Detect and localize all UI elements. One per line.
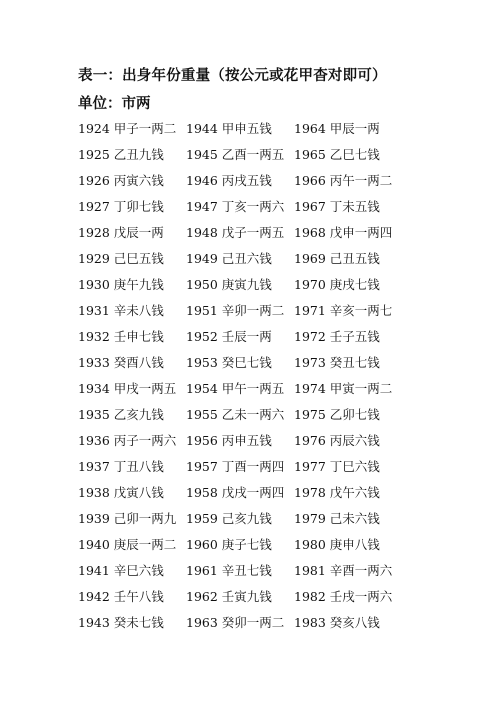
year-value: 1970	[294, 277, 326, 292]
year-value: 1936	[78, 433, 110, 448]
weight-label: 庚辰一两二	[113, 537, 177, 552]
year-value: 1943	[78, 615, 110, 630]
weight-label: 癸酉八钱	[113, 355, 164, 370]
weight-label: 丁酉一两四	[221, 459, 285, 474]
year-value: 1957	[186, 459, 218, 474]
weight-label: 丁卯七钱	[113, 199, 164, 214]
table-cell	[186, 168, 294, 194]
year-value: 1975	[294, 407, 326, 422]
table-cell	[78, 506, 186, 532]
weight-label: 辛卯一两二	[221, 303, 285, 318]
year-value: 1978	[294, 485, 326, 500]
weight-label: 己丑五钱	[329, 251, 380, 266]
weight-label: 辛丑七钱	[221, 563, 272, 578]
table-cell	[186, 116, 294, 142]
year-value: 1927	[78, 199, 110, 214]
weight-label: 壬子五钱	[329, 329, 380, 344]
year-value: 1935	[78, 407, 110, 422]
table-cell	[186, 428, 294, 454]
weight-label: 戊辰一两	[113, 225, 164, 240]
year-value: 1947	[186, 199, 218, 214]
weight-label: 癸丑七钱	[329, 355, 380, 370]
weight-label: 壬申七钱	[113, 329, 164, 344]
table-cell	[186, 558, 294, 584]
weight-label: 癸卯一两二	[221, 615, 285, 630]
weight-label: 乙亥九钱	[113, 407, 164, 422]
year-value: 1929	[78, 251, 110, 266]
table-cell	[78, 376, 186, 402]
weight-label: 丙午一两二	[329, 173, 393, 188]
year-value: 1951	[186, 303, 218, 318]
table-cell	[294, 532, 402, 558]
unit-label: 单位：市两	[78, 96, 151, 112]
year-value: 1933	[78, 355, 110, 370]
table-cell	[78, 142, 186, 168]
table-cell	[294, 480, 402, 506]
weight-label: 丙戌五钱	[221, 173, 272, 188]
table-cell	[78, 246, 186, 272]
table-cell	[186, 350, 294, 376]
table-cell	[186, 194, 294, 220]
year-value: 1941	[78, 563, 110, 578]
table-cell	[186, 480, 294, 506]
table-cell	[186, 532, 294, 558]
table-cell	[78, 584, 186, 610]
year-value: 1942	[78, 589, 110, 604]
weight-label: 壬寅九钱	[221, 589, 272, 604]
year-value: 1924	[78, 121, 110, 136]
table-cell	[78, 454, 186, 480]
weight-label: 己未六钱	[329, 511, 380, 526]
table-cell	[294, 558, 402, 584]
table-cell	[78, 194, 186, 220]
table-cell	[78, 428, 186, 454]
table-cell	[294, 142, 402, 168]
table-cell	[78, 116, 186, 142]
weight-label: 戊申一两四	[329, 225, 393, 240]
weight-label: 戊寅八钱	[113, 485, 164, 500]
weight-label: 丙申五钱	[221, 433, 272, 448]
year-value: 1977	[294, 459, 326, 474]
year-value: 1967	[294, 199, 326, 214]
weight-label: 癸巳七钱	[221, 355, 272, 370]
table-title: 表一：出身年份重量（按公元或花甲杳对即可）	[78, 68, 387, 84]
table-cell	[294, 350, 402, 376]
year-value: 1980	[294, 537, 326, 552]
year-value: 1953	[186, 355, 218, 370]
year-value: 1979	[294, 511, 326, 526]
table-cell	[186, 298, 294, 324]
year-value: 1934	[78, 381, 110, 396]
year-value: 1926	[78, 173, 110, 188]
weight-label: 癸未七钱	[113, 615, 164, 630]
weight-label: 己丑六钱	[221, 251, 272, 266]
year-value: 1973	[294, 355, 326, 370]
weight-label: 庚戌七钱	[329, 277, 380, 292]
weight-label: 丙辰六钱	[329, 433, 380, 448]
year-value: 1950	[186, 277, 218, 292]
weight-label: 己亥九钱	[221, 511, 272, 526]
table-cell	[186, 584, 294, 610]
table-cell	[294, 428, 402, 454]
year-value: 1939	[78, 511, 110, 526]
weight-label: 丁未五钱	[329, 199, 380, 214]
table-cell	[294, 324, 402, 350]
weight-label: 己卯一两九	[113, 511, 177, 526]
table-cell	[78, 610, 186, 636]
year-value: 1952	[186, 329, 218, 344]
year-value: 1940	[78, 537, 110, 552]
table-cell	[78, 220, 186, 246]
table-cell	[186, 246, 294, 272]
year-value: 1930	[78, 277, 110, 292]
year-value: 1962	[186, 589, 218, 604]
table-cell	[78, 298, 186, 324]
weight-label: 戊午六钱	[329, 485, 380, 500]
table-cell	[186, 506, 294, 532]
table-cell	[294, 454, 402, 480]
weight-label: 甲寅一两二	[329, 381, 393, 396]
weight-label: 丙寅六钱	[113, 173, 164, 188]
year-value: 1946	[186, 173, 218, 188]
year-value: 1949	[186, 251, 218, 266]
table-cell	[294, 116, 402, 142]
weight-label: 辛亥一两七	[329, 303, 393, 318]
weight-label: 戊戌一两四	[221, 485, 285, 500]
weight-label: 辛未八钱	[113, 303, 164, 318]
table-cell	[78, 350, 186, 376]
year-value: 1938	[78, 485, 110, 500]
year-value: 1948	[186, 225, 218, 240]
table-cell	[294, 168, 402, 194]
weight-label: 乙酉一两五	[221, 147, 285, 162]
weight-label: 甲子一两二	[113, 121, 177, 136]
year-value: 1954	[186, 381, 218, 396]
year-value: 1932	[78, 329, 110, 344]
weight-label: 甲辰一两	[329, 121, 380, 136]
table-cell	[294, 584, 402, 610]
year-value: 1972	[294, 329, 326, 344]
table-cell	[294, 298, 402, 324]
table-cell	[186, 142, 294, 168]
weight-label: 甲戌一两五	[113, 381, 177, 396]
year-value: 1960	[186, 537, 218, 552]
year-value: 1937	[78, 459, 110, 474]
year-value: 1956	[186, 433, 218, 448]
year-value: 1945	[186, 147, 218, 162]
weight-label: 丁亥一两六	[221, 199, 285, 214]
weight-label: 乙巳七钱	[329, 147, 380, 162]
weight-label: 庚寅九钱	[221, 277, 272, 292]
weight-label: 丁巳六钱	[329, 459, 380, 474]
weight-label: 辛酉一两六	[329, 563, 393, 578]
table-cell	[294, 506, 402, 532]
table-cell	[294, 272, 402, 298]
table-cell	[78, 480, 186, 506]
weight-label: 辛巳六钱	[113, 563, 164, 578]
table-cell	[186, 220, 294, 246]
weight-label: 丙子一两六	[113, 433, 177, 448]
table-cell	[186, 272, 294, 298]
table-cell	[294, 194, 402, 220]
year-value: 1982	[294, 589, 326, 604]
year-value: 1966	[294, 173, 326, 188]
table-cell	[78, 168, 186, 194]
year-value: 1961	[186, 563, 218, 578]
table-cell	[186, 376, 294, 402]
table-cell	[78, 272, 186, 298]
table-cell	[294, 402, 402, 428]
weight-table	[78, 116, 402, 636]
year-value: 1955	[186, 407, 218, 422]
weight-label: 戊子一两五	[221, 225, 285, 240]
year-value: 1983	[294, 615, 326, 630]
year-value: 1928	[78, 225, 110, 240]
year-value: 1974	[294, 381, 326, 396]
weight-label: 丁丑八钱	[113, 459, 164, 474]
table-cell	[78, 402, 186, 428]
table-cell	[186, 610, 294, 636]
year-value: 1965	[294, 147, 326, 162]
year-value: 1968	[294, 225, 326, 240]
weight-label: 壬戌一两六	[329, 589, 393, 604]
year-value: 1944	[186, 121, 218, 136]
weight-label: 乙未一两六	[221, 407, 285, 422]
table-cell	[78, 558, 186, 584]
weight-label: 壬辰一两	[221, 329, 272, 344]
year-value: 1931	[78, 303, 110, 318]
weight-label: 庚申八钱	[329, 537, 380, 552]
year-value: 1981	[294, 563, 326, 578]
table-cell	[186, 402, 294, 428]
weight-label: 甲午一两五	[221, 381, 285, 396]
weight-label: 乙丑九钱	[113, 147, 164, 162]
weight-label: 己巳五钱	[113, 251, 164, 266]
year-value: 1958	[186, 485, 218, 500]
year-value: 1925	[78, 147, 110, 162]
weight-label: 庚子七钱	[221, 537, 272, 552]
weight-label: 癸亥八钱	[329, 615, 380, 630]
year-value: 1969	[294, 251, 326, 266]
table-cell	[186, 454, 294, 480]
weight-label: 甲申五钱	[221, 121, 272, 136]
weight-label: 壬午八钱	[113, 589, 164, 604]
weight-label: 庚午九钱	[113, 277, 164, 292]
table-cell	[186, 324, 294, 350]
table-cell	[294, 610, 402, 636]
weight-label: 乙卯七钱	[329, 407, 380, 422]
year-value: 1976	[294, 433, 326, 448]
table-cell	[294, 220, 402, 246]
table-cell	[294, 246, 402, 272]
year-value: 1971	[294, 303, 326, 318]
year-value: 1964	[294, 121, 326, 136]
year-value: 1959	[186, 511, 218, 526]
table-cell	[78, 532, 186, 558]
year-value: 1963	[186, 615, 218, 630]
table-cell	[294, 376, 402, 402]
table-cell	[78, 324, 186, 350]
